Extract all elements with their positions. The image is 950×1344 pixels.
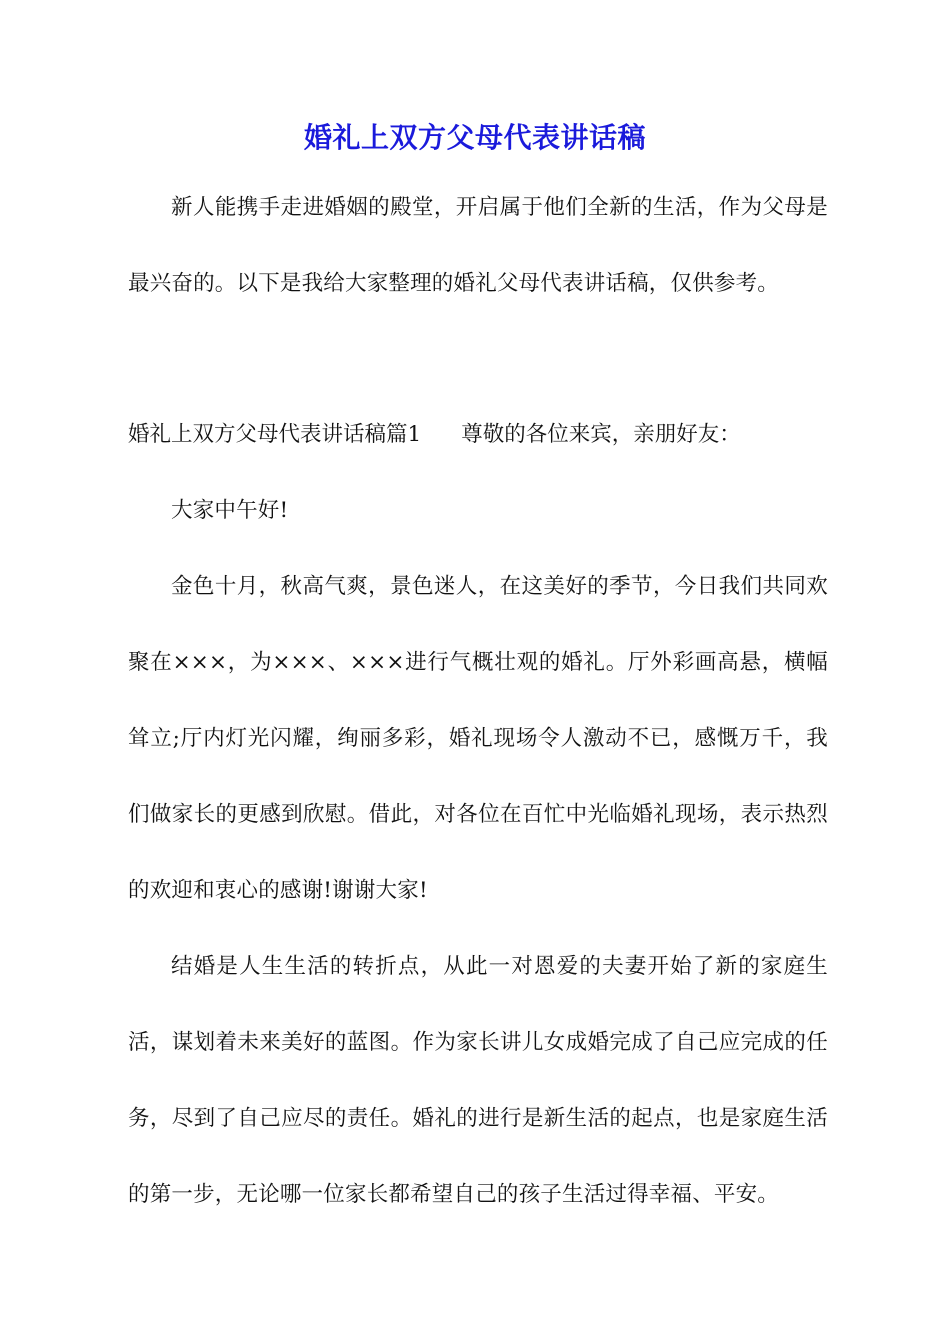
intro-section bbox=[128, 170, 828, 322]
section-heading-line bbox=[128, 397, 828, 473]
intro-paragraph: 新人能携手走进婚姻的殿堂，开启属于他们全新的生活，作为父母是最兴奋的。以下是我给大家整理的婚礼父母代表讲话稿，仅供参考。 bbox=[128, 195, 828, 296]
document-title: 婚礼上双方父母代表讲话稿 bbox=[303, 121, 646, 154]
speech-paragraph-marriage: 结婚是人生生活的转折点，从此一对恩爱的夫妻开始了新的家庭生活，谋划着未来美好的蓝图。作为家长讲儿女成婚完成了自己应完成的任务，尽到了自己应尽的责任。婚礼的进行是新生活的起点，也是家庭生活的第一步，无论哪一位家长都希望自己的孩子生活过得幸福、平安。 bbox=[128, 954, 828, 1207]
speech-paragraph-welcome: 金色十月，秋高气爽，景色迷人，在这美好的季节，今日我们共同欢聚在×××，为×××、×××进行气概壮观的婚礼。厅外彩画高悬，横幅耸立;厅内灯光闪耀，绚丽多彩，婚礼现场令人激动不已，感慨万千，我们做家长的更感到欣慰。借此，对各位在百忙中光临婚礼现场，表示热烈的欢迎和衷心的感谢!谢谢大家! bbox=[128, 574, 828, 903]
speech-paragraph-greeting: 大家中午好! bbox=[171, 498, 289, 523]
section-heading: 婚礼上双方父母代表讲话稿篇1 bbox=[128, 422, 422, 447]
salutation: 尊敬的各位来宾，亲朋好友： bbox=[461, 422, 741, 447]
speech-body bbox=[128, 473, 828, 1233]
